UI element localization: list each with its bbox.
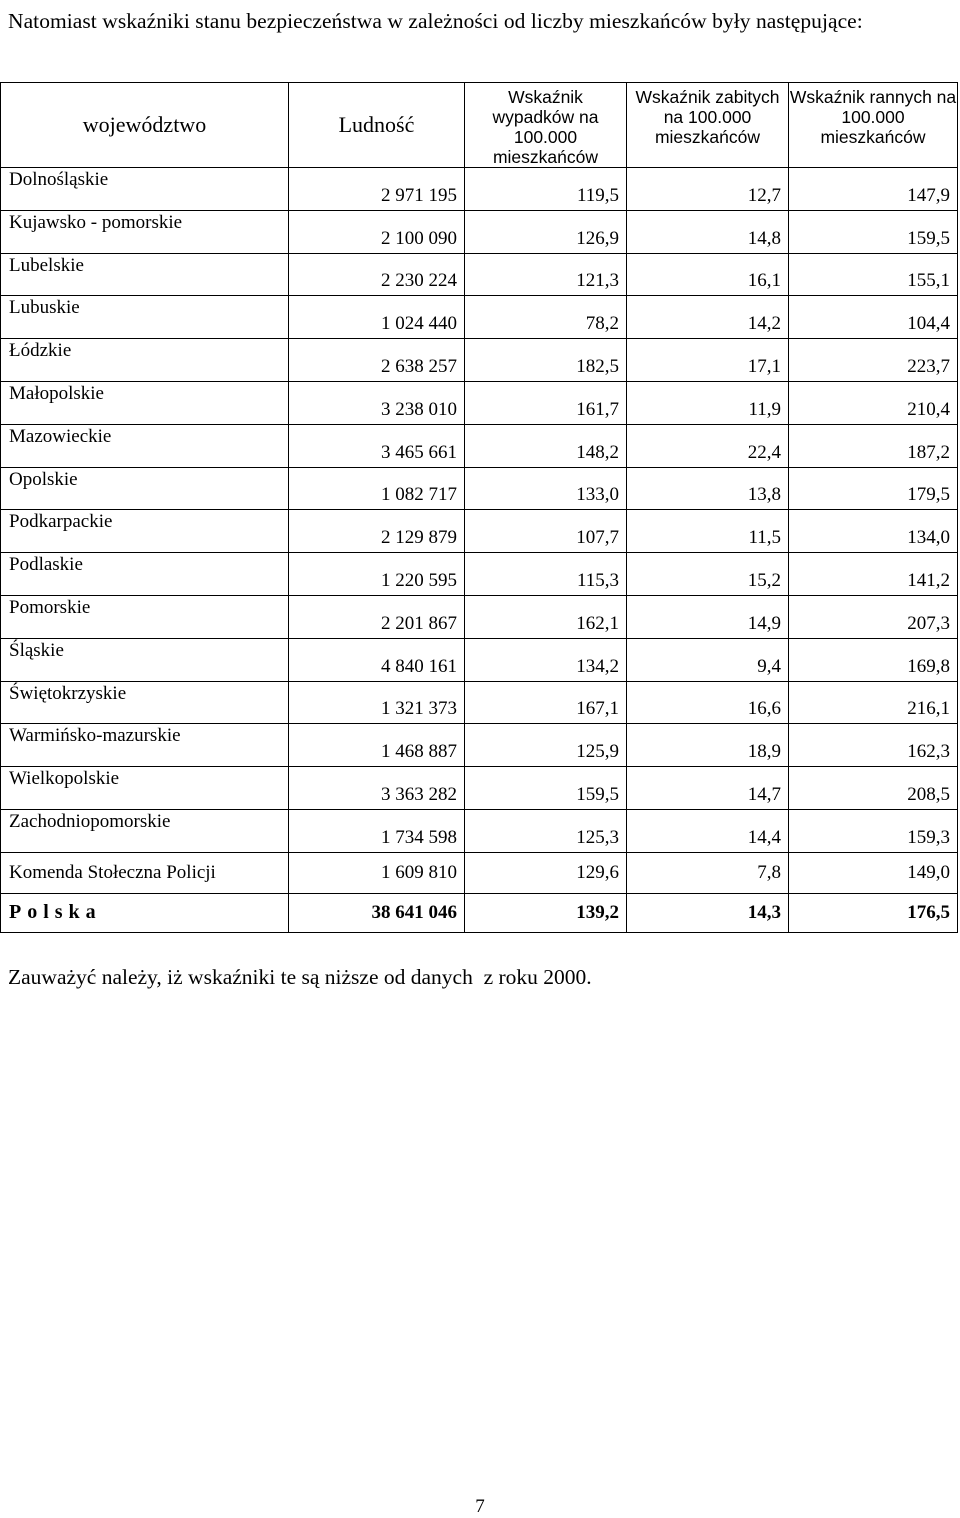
table-row	[1, 595, 958, 638]
accidents-cell: 107,7	[465, 510, 627, 553]
total-name-cell: Polska	[1, 893, 289, 933]
total-population-cell: 38 641 046	[289, 893, 465, 933]
accidents-cell: 167,1	[465, 681, 627, 724]
header-region: województwo	[1, 83, 289, 168]
table-row	[1, 852, 958, 893]
killed-cell: 14,7	[627, 767, 789, 810]
accidents-cell: 125,3	[465, 809, 627, 852]
population-cell: 1 082 717	[289, 467, 465, 510]
killed-cell: 16,6	[627, 681, 789, 724]
killed-cell: 17,1	[627, 339, 789, 382]
population-cell: 1 468 887	[289, 724, 465, 767]
header-population: Ludność	[289, 83, 465, 168]
injured-cell: 134,0	[789, 510, 958, 553]
population-cell: 2 230 224	[289, 253, 465, 296]
accidents-cell: 162,1	[465, 595, 627, 638]
injured-cell: 169,8	[789, 638, 958, 681]
region-name-cell: Kujawsko - pomorskie	[1, 210, 289, 253]
region-name-cell: Lubuskie	[1, 296, 289, 339]
injured-cell: 159,5	[789, 210, 958, 253]
closing-note: Zauważyć należy, iż wskaźniki te są niższe od danych z roku 2000.	[8, 965, 592, 989]
table-row	[1, 424, 958, 467]
table-row	[1, 467, 958, 510]
table-row	[1, 510, 958, 553]
accidents-cell: 129,6	[465, 852, 627, 893]
table-row	[1, 296, 958, 339]
region-name-cell: Wielkopolskie	[1, 767, 289, 810]
population-cell: 3 465 661	[289, 424, 465, 467]
total-killed-cell: 14,3	[627, 893, 789, 933]
killed-cell: 14,8	[627, 210, 789, 253]
killed-cell: 22,4	[627, 424, 789, 467]
region-name-cell: Małopolskie	[1, 381, 289, 424]
accidents-cell: 134,2	[465, 638, 627, 681]
killed-cell: 9,4	[627, 638, 789, 681]
injured-cell: 155,1	[789, 253, 958, 296]
region-name-cell: Świętokrzyskie	[1, 681, 289, 724]
population-cell: 1 609 810	[289, 852, 465, 893]
population-cell: 3 238 010	[289, 381, 465, 424]
table-row	[1, 381, 958, 424]
accidents-cell: 78,2	[465, 296, 627, 339]
killed-cell: 13,8	[627, 467, 789, 510]
population-cell: 1 024 440	[289, 296, 465, 339]
injured-cell: 147,9	[789, 168, 958, 211]
region-name-cell: Zachodniopomorskie	[1, 809, 289, 852]
injured-cell: 223,7	[789, 339, 958, 382]
injured-cell: 216,1	[789, 681, 958, 724]
table-row	[1, 210, 958, 253]
region-name-cell: Komenda Stołeczna Policji	[1, 852, 289, 893]
accidents-cell: 121,3	[465, 253, 627, 296]
killed-cell: 11,5	[627, 510, 789, 553]
killed-cell: 11,9	[627, 381, 789, 424]
table-row	[1, 638, 958, 681]
accidents-cell: 126,9	[465, 210, 627, 253]
population-cell: 4 840 161	[289, 638, 465, 681]
killed-cell: 12,7	[627, 168, 789, 211]
killed-cell: 16,1	[627, 253, 789, 296]
accidents-cell: 161,7	[465, 381, 627, 424]
intro-paragraph: Natomiast wskaźniki stanu bezpieczeństwa w zależności od liczby mieszkańców były następujące:	[8, 9, 863, 33]
page-number: 7	[475, 1496, 485, 1517]
table-row	[1, 809, 958, 852]
region-name-cell: Dolnośląskie	[1, 168, 289, 211]
total-row	[1, 893, 958, 933]
table-row	[1, 553, 958, 596]
table-row	[1, 253, 958, 296]
accidents-cell: 133,0	[465, 467, 627, 510]
header-accidents-rate: Wskaźnik wypadków na 100.000 mieszkańców	[465, 83, 627, 168]
population-cell: 2 129 879	[289, 510, 465, 553]
region-name-cell: Pomorskie	[1, 595, 289, 638]
table-row	[1, 767, 958, 810]
accidents-cell: 148,2	[465, 424, 627, 467]
region-name-cell: Mazowieckie	[1, 424, 289, 467]
injured-cell: 207,3	[789, 595, 958, 638]
region-name-cell: Lubelskie	[1, 253, 289, 296]
population-cell: 1 220 595	[289, 553, 465, 596]
population-cell: 1 321 373	[289, 681, 465, 724]
injured-cell: 141,2	[789, 553, 958, 596]
region-name-cell: Śląskie	[1, 638, 289, 681]
population-cell: 1 734 598	[289, 809, 465, 852]
total-injured-cell: 176,5	[789, 893, 958, 933]
header-injured-rate: Wskaźnik rannych na 100.000 mieszkańców	[789, 83, 958, 168]
population-cell: 2 201 867	[289, 595, 465, 638]
injured-cell: 149,0	[789, 852, 958, 893]
safety-indicators-table	[0, 82, 958, 933]
accidents-cell: 159,5	[465, 767, 627, 810]
table-row	[1, 681, 958, 724]
killed-cell: 18,9	[627, 724, 789, 767]
killed-cell: 14,9	[627, 595, 789, 638]
killed-cell: 15,2	[627, 553, 789, 596]
injured-cell: 162,3	[789, 724, 958, 767]
injured-cell: 159,3	[789, 809, 958, 852]
injured-cell: 187,2	[789, 424, 958, 467]
region-name-cell: Opolskie	[1, 467, 289, 510]
accidents-cell: 125,9	[465, 724, 627, 767]
table-row	[1, 339, 958, 382]
region-name-cell: Podlaskie	[1, 553, 289, 596]
total-accidents-cell: 139,2	[465, 893, 627, 933]
accidents-cell: 182,5	[465, 339, 627, 382]
injured-cell: 104,4	[789, 296, 958, 339]
header-killed-rate: Wskaźnik zabitych na 100.000 mieszkańców	[627, 83, 789, 168]
killed-cell: 14,4	[627, 809, 789, 852]
table-row	[1, 168, 958, 211]
killed-cell: 7,8	[627, 852, 789, 893]
injured-cell: 179,5	[789, 467, 958, 510]
region-name-cell: Łódzkie	[1, 339, 289, 382]
region-name-cell: Warmińsko-mazurskie	[1, 724, 289, 767]
injured-cell: 208,5	[789, 767, 958, 810]
population-cell: 3 363 282	[289, 767, 465, 810]
population-cell: 2 971 195	[289, 168, 465, 211]
table-row	[1, 724, 958, 767]
region-name-cell: Podkarpackie	[1, 510, 289, 553]
injured-cell: 210,4	[789, 381, 958, 424]
accidents-cell: 119,5	[465, 168, 627, 211]
table-header-row	[1, 83, 958, 168]
accidents-cell: 115,3	[465, 553, 627, 596]
killed-cell: 14,2	[627, 296, 789, 339]
population-cell: 2 100 090	[289, 210, 465, 253]
population-cell: 2 638 257	[289, 339, 465, 382]
